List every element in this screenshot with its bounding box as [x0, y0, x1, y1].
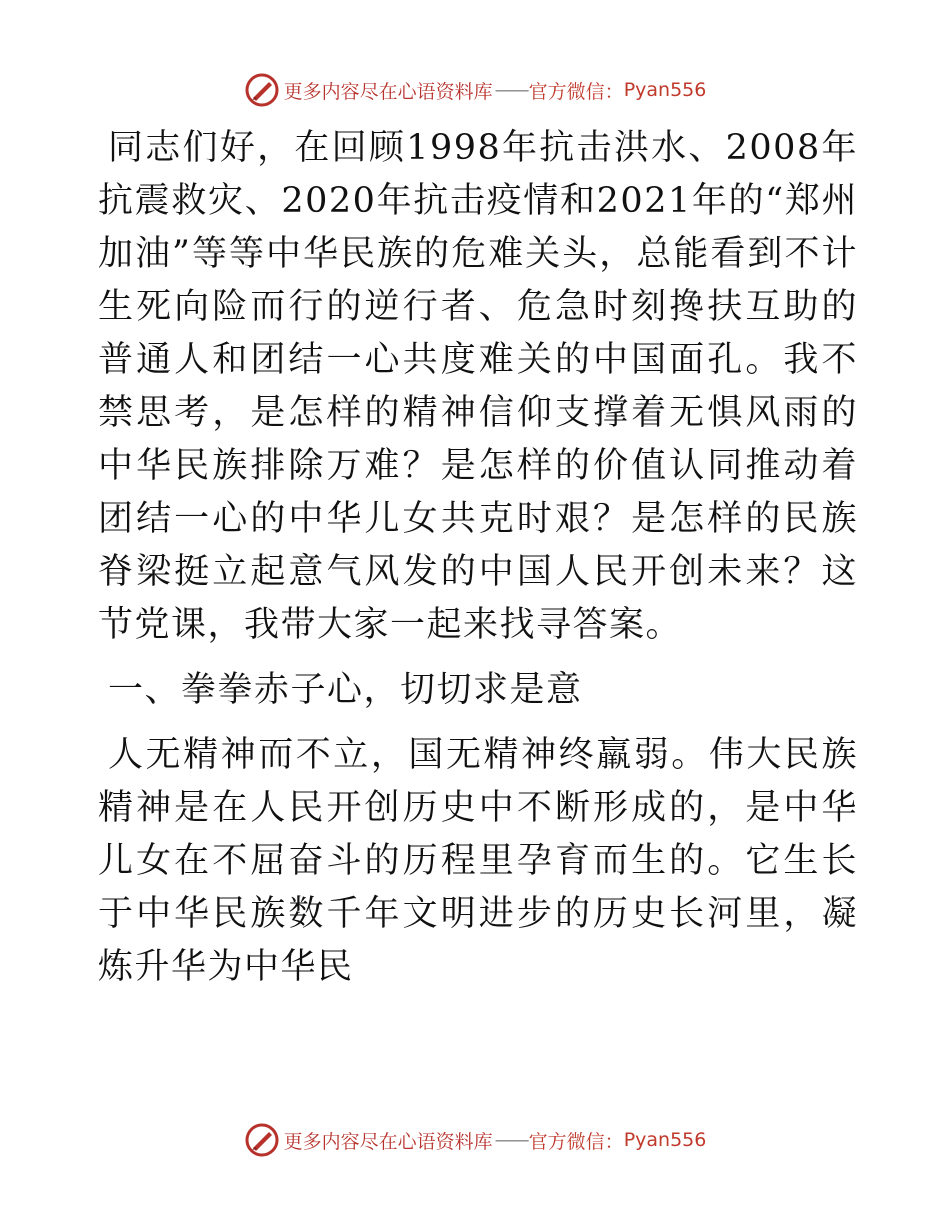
header-watermark [0, 70, 950, 110]
watermark-text: 更多内容尽在心语资料库 [283, 1130, 493, 1153]
paragraph-intro: 同志们好，在回顾1998年抗击洪水、2008年抗震救灾、2020年抗击疫情和2021年的“郑州加油”等等中华民族的危难关头，总能看到不计生死向险而行的逆行者、危急时刻搀扶互助的普通人和团结一心共度难关的中国面孔。我不禁思考，是怎样的精神信仰支撑着无惧风雨的中华民族排除万难？是怎样的价值认同推动着团结一心的中华儿女共克时艰？是怎样的民族脊梁挺立起意气风发的中国人民开创未来？这节党课，我带大家一起来找寻答案。 [98, 128, 858, 645]
brush-logo-icon [244, 72, 280, 108]
watermark-label: 官方微信： [528, 1130, 624, 1153]
section-heading: 一、拳拳赤子心，切切求是意 [108, 670, 583, 710]
watermark-separator: —— [494, 1129, 527, 1151]
watermark-separator: —— [494, 79, 527, 101]
watermark-wechat-id: Pyan556 [623, 79, 707, 101]
document-body [98, 122, 858, 994]
watermark-label: 官方微信： [528, 80, 624, 103]
paragraph-section-1: 人无精神而不立，国无精神终羸弱。伟大民族精神是在人民开创历史中不断形成的，是中华儿女在不屈奋斗的历程里孕育而生的。它生长于中华民族数千年文明进步的历史长河里，凝炼升华为中华民 [98, 735, 858, 987]
watermark-text: 更多内容尽在心语资料库 [283, 80, 493, 103]
footer-watermark [0, 1120, 950, 1160]
watermark-wechat-id: Pyan556 [623, 1129, 707, 1151]
brush-logo-icon [244, 1122, 280, 1158]
